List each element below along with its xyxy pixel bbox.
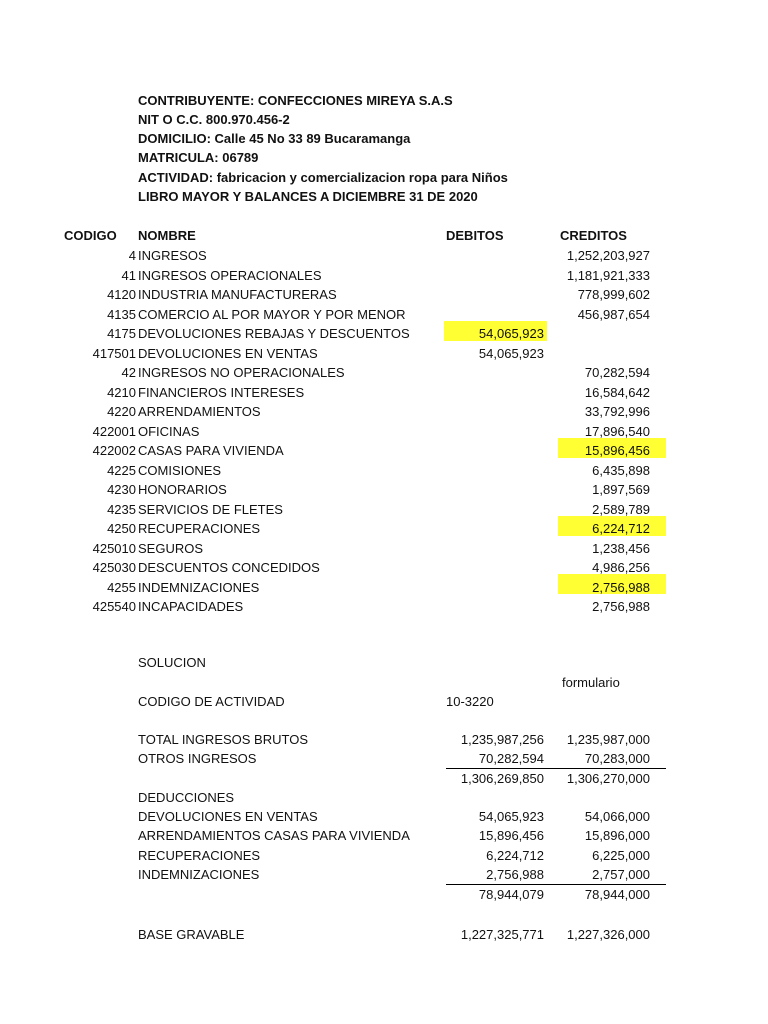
ledger-code: 4220: [107, 404, 136, 419]
ledger-code: 425030: [92, 560, 136, 575]
formulario-row: [0, 675, 768, 694]
ledger-name: INGRESOS NO OPERACIONALES: [138, 365, 345, 380]
deductions-total-form-value: 78,944,000: [584, 887, 650, 902]
total-ingresos-value: 1,235,987,256: [460, 732, 544, 747]
address-line: DOMICILIO: Calle 45 No 33 89 Bucaramanga: [138, 131, 411, 146]
ledger-name: INGRESOS: [138, 248, 207, 263]
ledger-code: 4: [128, 248, 136, 263]
ledger-name: RECUPERACIONES: [138, 521, 261, 536]
base-gravable-form-value: 1,227,326,000: [566, 927, 650, 942]
ledger-credit: 6,435,898: [592, 462, 650, 478]
ledger-code: 417501: [92, 345, 136, 361]
deduction-form-value: 6,225,000: [592, 847, 650, 863]
deductions-divider: [446, 884, 666, 885]
ledger-credit: 2,756,988: [592, 599, 650, 614]
ledger-row: [0, 443, 768, 462]
deduction-label: ARRENDAMIENTOS CASAS PARA VIVIENDA: [138, 828, 410, 844]
column-header-debitos: DEBITOS: [446, 228, 504, 243]
solution-title-row: [0, 655, 768, 674]
deductions-total-row: [0, 887, 768, 906]
ledger-row: [0, 326, 768, 345]
ledger-row: [0, 521, 768, 540]
ledger-name: SEGUROS: [138, 540, 204, 556]
ledger-code: 4255: [107, 579, 136, 595]
subtotal-form-value: 1,306,270,000: [566, 771, 650, 786]
ledger-row: [0, 346, 768, 365]
total-ingresos-row: [0, 732, 768, 751]
ledger-row: [0, 307, 768, 326]
ledger-credit: 1,238,456: [592, 540, 650, 556]
ledger-row: [0, 580, 768, 599]
ledger-row: [0, 248, 768, 267]
ledger-name: DEVOLUCIONES REBAJAS Y DESCUENTOS: [138, 326, 410, 341]
deducciones-row: [0, 790, 768, 809]
ledger-name: COMERCIO AL POR MAYOR Y POR MENOR: [138, 306, 406, 322]
ledger-name: INGRESOS OPERACIONALES: [138, 267, 322, 283]
ledger-credit: 33,792,996: [584, 404, 650, 419]
ledger-code: 4135: [107, 306, 136, 322]
ledger-name: INDEMNIZACIONES: [138, 579, 260, 595]
deduction-value: 54,065,923: [478, 809, 544, 824]
ledger-row: [0, 463, 768, 482]
ledger-code: 4230: [107, 482, 136, 497]
ledger-credit: 456,987,654: [577, 306, 650, 322]
otros-ingresos-value: 70,282,594: [478, 751, 544, 766]
otros-ingresos-label: OTROS INGRESOS: [138, 751, 257, 766]
ledger-credit: 2,589,789: [592, 501, 650, 517]
column-header-codigo: CODIGO: [64, 228, 117, 243]
ledger-code: 4235: [107, 501, 136, 517]
ledger-name: OFICINAS: [138, 423, 200, 439]
ledger-code: 41: [121, 267, 136, 283]
ledger-name: SERVICIOS DE FLETES: [138, 501, 283, 517]
deduction-form-value: 15,896,000: [584, 828, 650, 844]
ledger-code: 42: [121, 365, 136, 380]
ledger-code: 425010: [92, 540, 136, 556]
ledger-row: [0, 385, 768, 404]
deduction-label: DEVOLUCIONES EN VENTAS: [138, 809, 318, 824]
ledger-name: ARRENDAMIENTOS: [138, 404, 261, 419]
ledger-credit: 778,999,602: [577, 287, 650, 302]
ledger-code: 4225: [107, 462, 136, 478]
ledger-code: 422002: [92, 443, 136, 458]
deduction-form-value: 2,757,000: [592, 866, 650, 882]
ledger-code: 422001: [92, 423, 136, 439]
total-ingresos-label: TOTAL INGRESOS BRUTOS: [138, 732, 308, 747]
ledger-name: DESCUENTOS CONCEDIDOS: [138, 560, 320, 575]
ledger-row: [0, 424, 768, 443]
formulario-label: formulario: [562, 675, 620, 690]
ledger-name: INDUSTRIA MANUFACTURERAS: [138, 287, 337, 302]
deduction-row: [0, 809, 768, 828]
ledger-credit: 1,252,203,927: [566, 248, 650, 263]
ledger-name: HONORARIOS: [138, 482, 227, 497]
base-gravable-value: 1,227,325,771: [460, 927, 544, 942]
ledger-row: [0, 482, 768, 501]
ledger-credit: 15,896,456: [584, 443, 650, 458]
nit-line: NIT O C.C. 800.970.456-2: [138, 112, 290, 127]
ledger-debit: 54,065,923: [478, 326, 544, 341]
ledger-code: 4250: [107, 521, 136, 536]
deducciones-label: DEDUCCIONES: [138, 790, 235, 805]
ledger-row: [0, 599, 768, 618]
deduction-value: 2,756,988: [486, 866, 544, 882]
column-header-nombre: NOMBRE: [138, 228, 196, 243]
activity-line: ACTIVIDAD: fabricacion y comercializacion ropa para Niños: [138, 170, 508, 185]
ledger-row: [0, 287, 768, 306]
subtotal-value: 1,306,269,850: [460, 771, 544, 786]
deduction-row: [0, 848, 768, 867]
deduction-form-value: 54,066,000: [584, 809, 650, 824]
total-ingresos-form-value: 1,235,987,000: [566, 732, 650, 747]
ledger-row: [0, 404, 768, 423]
deduction-label: RECUPERACIONES: [138, 847, 261, 863]
otros-ingresos-form-value: 70,283,000: [584, 751, 650, 766]
registration-line: MATRICULA: 06789: [138, 150, 259, 165]
ledger-credit: 1,897,569: [592, 482, 650, 497]
ledger-credit: 6,224,712: [592, 521, 650, 536]
base-gravable-row: [0, 927, 768, 946]
taxpayer-line: CONTRIBUYENTE: CONFECCIONES MIREYA S.A.S: [138, 93, 453, 108]
subtotal-divider: [446, 768, 666, 769]
ledger-name: INCAPACIDADES: [138, 599, 244, 614]
ledger-code: 4175: [107, 326, 136, 341]
ledger-credit: 16,584,642: [584, 384, 650, 400]
ledger-code: 4120: [107, 287, 136, 302]
ledger-debit: 54,065,923: [478, 345, 544, 361]
deduction-value: 6,224,712: [486, 847, 544, 863]
base-gravable-label: BASE GRAVABLE: [138, 927, 245, 942]
ledger-code: 4210: [107, 384, 136, 400]
ledger-name: COMISIONES: [138, 462, 222, 478]
ledger-name: FINANCIEROS INTERESES: [138, 384, 305, 400]
ledger-row: [0, 268, 768, 287]
subtotal-row: [0, 771, 768, 790]
ledger-credit: 1,181,921,333: [566, 267, 650, 283]
ledger-credit: 17,896,540: [584, 423, 650, 439]
ledger-name: CASAS PARA VIVIENDA: [138, 443, 284, 458]
activity-code-label: CODIGO DE ACTIVIDAD: [138, 694, 285, 709]
activity-code-value: 10-3220: [446, 694, 494, 709]
deductions-total-value: 78,944,079: [478, 887, 544, 902]
ledger-row: [0, 502, 768, 521]
ledger-title: LIBRO MAYOR Y BALANCES A DICIEMBRE 31 DE 2020: [138, 189, 478, 204]
solution-title: SOLUCION: [138, 655, 206, 670]
ledger-credit: 70,282,594: [584, 365, 650, 380]
ledger-name: DEVOLUCIONES EN VENTAS: [138, 345, 318, 361]
ledger-row: [0, 365, 768, 384]
column-header-creditos: CREDITOS: [560, 228, 627, 243]
ledger-row: [0, 541, 768, 560]
ledger-row: [0, 560, 768, 579]
deduction-row: [0, 828, 768, 847]
deduction-label: INDEMNIZACIONES: [138, 866, 260, 882]
deduction-value: 15,896,456: [478, 828, 544, 844]
ledger-credit: 4,986,256: [592, 560, 650, 575]
ledger-code: 425540: [92, 599, 136, 614]
ledger-credit: 2,756,988: [592, 579, 650, 595]
activity-code-row: [0, 694, 768, 713]
